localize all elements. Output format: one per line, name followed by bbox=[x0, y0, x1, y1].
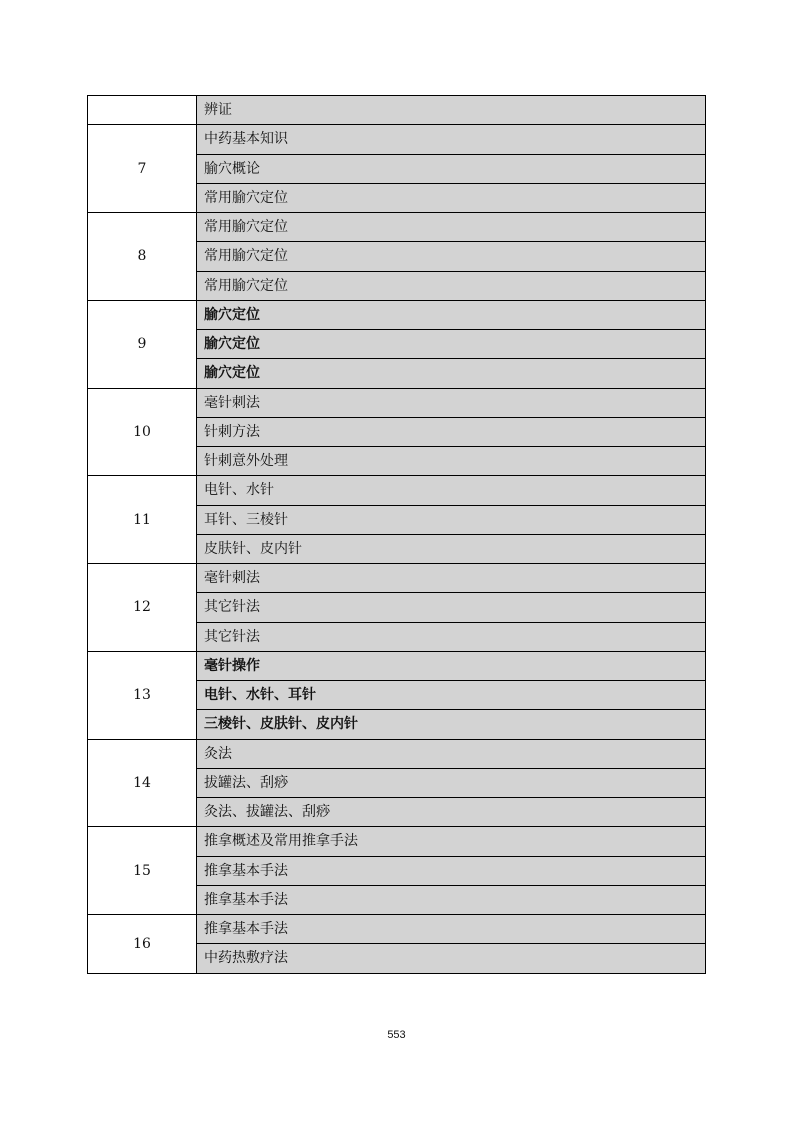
topic-cell: 电针、水针 bbox=[197, 476, 706, 505]
topic-cell: 拔罐法、刮痧 bbox=[197, 768, 706, 797]
topic-cell: 其它针法 bbox=[197, 593, 706, 622]
topic-cell: 耳针、三棱针 bbox=[197, 505, 706, 534]
table-row bbox=[88, 96, 706, 125]
session-number-cell: 9 bbox=[88, 300, 197, 388]
session-number-cell: 7 bbox=[88, 125, 197, 213]
topic-cell: 毫针刺法 bbox=[197, 564, 706, 593]
schedule-table bbox=[87, 95, 706, 974]
table-row bbox=[88, 651, 706, 680]
session-number-cell: 8 bbox=[88, 213, 197, 301]
table-row bbox=[88, 213, 706, 242]
topic-cell: 常用腧穴定位 bbox=[197, 183, 706, 212]
topic-cell: 常用腧穴定位 bbox=[197, 242, 706, 271]
topic-cell: 电针、水针、耳针 bbox=[197, 681, 706, 710]
topic-cell: 灸法 bbox=[197, 739, 706, 768]
topic-cell: 腧穴定位 bbox=[197, 300, 706, 329]
session-number-cell: 13 bbox=[88, 651, 197, 739]
session-number-cell: 15 bbox=[88, 827, 197, 915]
topic-cell: 其它针法 bbox=[197, 622, 706, 651]
topic-cell: 推拿概述及常用推拿手法 bbox=[197, 827, 706, 856]
table-row bbox=[88, 388, 706, 417]
topic-cell: 皮肤针、皮内针 bbox=[197, 534, 706, 563]
table-row bbox=[88, 476, 706, 505]
table-row bbox=[88, 125, 706, 154]
topic-cell: 灸法、拔罐法、刮痧 bbox=[197, 798, 706, 827]
topic-cell: 腧穴定位 bbox=[197, 330, 706, 359]
session-number-cell: 12 bbox=[88, 564, 197, 652]
table-row bbox=[88, 300, 706, 329]
schedule-table-body bbox=[88, 96, 706, 974]
topic-cell: 常用腧穴定位 bbox=[197, 213, 706, 242]
topic-cell: 中药基本知识 bbox=[197, 125, 706, 154]
page-number: 553 bbox=[387, 1029, 406, 1041]
topic-cell: 三棱针、皮肤针、皮内针 bbox=[197, 710, 706, 739]
topic-cell: 针刺方法 bbox=[197, 417, 706, 446]
table-row bbox=[88, 564, 706, 593]
session-number-cell: 16 bbox=[88, 915, 197, 974]
topic-cell: 推拿基本手法 bbox=[197, 856, 706, 885]
topic-cell: 针刺意外处理 bbox=[197, 447, 706, 476]
table-row bbox=[88, 915, 706, 944]
topic-cell: 推拿基本手法 bbox=[197, 915, 706, 944]
topic-cell: 毫针刺法 bbox=[197, 388, 706, 417]
table-row bbox=[88, 827, 706, 856]
session-number-cell: 10 bbox=[88, 388, 197, 476]
table-row bbox=[88, 739, 706, 768]
topic-cell: 毫针操作 bbox=[197, 651, 706, 680]
session-number-cell: 11 bbox=[88, 476, 197, 564]
topic-cell: 中药热敷疗法 bbox=[197, 944, 706, 973]
session-number-cell: 14 bbox=[88, 739, 197, 827]
topic-cell: 腧穴概论 bbox=[197, 154, 706, 183]
topic-cell: 常用腧穴定位 bbox=[197, 271, 706, 300]
topic-cell: 辨证 bbox=[197, 96, 706, 125]
topic-cell: 推拿基本手法 bbox=[197, 885, 706, 914]
session-number-cell bbox=[88, 96, 197, 125]
topic-cell: 腧穴定位 bbox=[197, 359, 706, 388]
